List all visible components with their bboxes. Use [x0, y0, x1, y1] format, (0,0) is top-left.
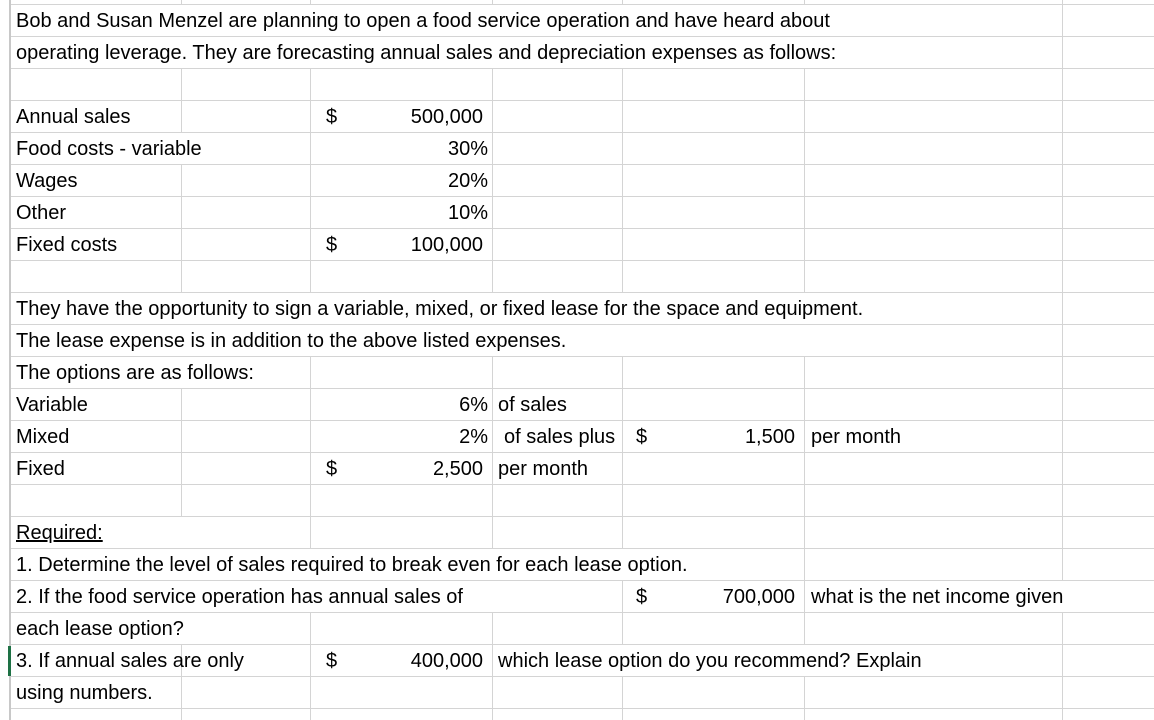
mixed-lease-amount: 1,500	[744, 426, 795, 448]
annual-sales-currency: $	[326, 106, 338, 128]
variable-lease-percent: 6%	[459, 394, 488, 416]
lease-intro-line-3: The options are as follows:	[16, 362, 254, 384]
food-costs-label: Food costs - variable	[16, 138, 202, 160]
required-heading: Required:	[16, 522, 103, 544]
fixed-costs-currency: $	[326, 234, 338, 256]
question-3-text: 3. If annual sales are only	[16, 650, 244, 672]
food-costs-value: 30%	[447, 138, 488, 160]
question-3-tail: which lease option do you recommend? Explain	[498, 650, 922, 672]
fixed-costs-value: 100,000	[410, 234, 483, 256]
question-2-tail: what is the net income given	[811, 586, 1064, 608]
gridline	[1062, 0, 1063, 720]
fixed-lease-amount: 2,500	[432, 458, 483, 480]
other-value: 10%	[447, 202, 488, 224]
mixed-lease-label: Mixed	[16, 426, 70, 448]
annual-sales-label: Annual sales	[16, 106, 131, 128]
mixed-lease-percent: 2%	[459, 426, 488, 448]
mixed-lease-period: per month	[811, 426, 902, 448]
variable-lease-suffix: of sales	[498, 394, 567, 416]
lease-intro-line-2: The lease expense is in addition to the above listed expenses.	[16, 330, 567, 352]
gridline	[622, 0, 623, 720]
mixed-lease-suffix: of sales plus	[504, 426, 616, 448]
variable-lease-label: Variable	[16, 394, 88, 416]
active-cell-indicator	[8, 646, 11, 676]
mixed-lease-currency: $	[636, 426, 648, 448]
gridline	[492, 0, 493, 720]
intro-line-2: operating leverage. They are forecasting annual sales and depreciation expenses as follows:	[16, 42, 837, 64]
wages-value: 20%	[447, 170, 488, 192]
question-1: 1. Determine the level of sales required to break even for each lease option.	[16, 554, 688, 576]
annual-sales-value: 500,000	[410, 106, 483, 128]
other-label: Other	[16, 202, 67, 224]
question-3-currency: $	[326, 650, 338, 672]
wages-label: Wages	[16, 170, 78, 192]
gridline	[804, 0, 805, 720]
question-2-continuation: each lease option?	[16, 618, 184, 640]
question-3-continuation: using numbers.	[16, 682, 153, 704]
gridline	[310, 0, 311, 720]
question-2-amount: 700,000	[722, 586, 795, 608]
fixed-lease-label: Fixed	[16, 458, 65, 480]
question-2-currency: $	[636, 586, 648, 608]
intro-line-1: Bob and Susan Menzel are planning to open a food service operation and have heard about	[16, 10, 830, 32]
fixed-costs-label: Fixed costs	[16, 234, 118, 256]
fixed-lease-currency: $	[326, 458, 338, 480]
lease-intro-line-1: They have the opportunity to sign a variable, mixed, or fixed lease for the space and equipment.	[16, 298, 864, 320]
question-2-text: 2. If the food service operation has annual sales of	[16, 586, 463, 608]
question-3-amount: 400,000	[410, 650, 483, 672]
fixed-lease-period: per month	[498, 458, 589, 480]
